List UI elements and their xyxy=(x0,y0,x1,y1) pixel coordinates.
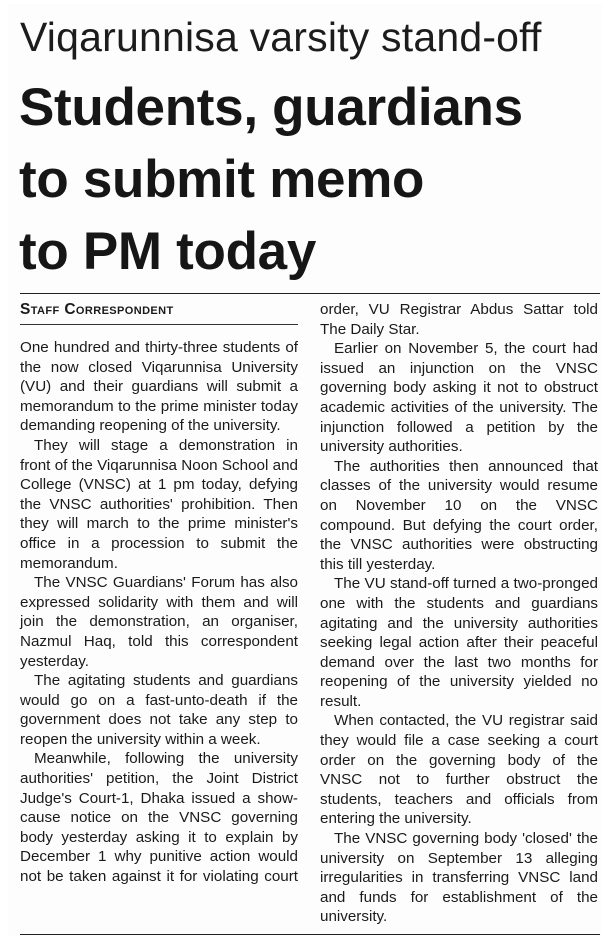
main-headline xyxy=(19,72,599,288)
paragraph: The authorities then announced that classes of the university would resume on November 10 on the VNSC compound. But defying the court order, the VNSC authorities were obstructing this till yesterday. xyxy=(320,457,598,573)
headline-line: to PM today xyxy=(19,222,317,281)
paragraph: Earlier on November 5, the court had issued an injunction on the VNSC governing body asking it not to obstruct academic activities of the university. The injunction followed a petition by the university authorities. xyxy=(320,340,598,456)
paragraph: The VNSC Guardians' Forum has also expressed solidarity with them and will join the demonstration, an organiser, Nazmul Haq, told this correspondent yesterday. xyxy=(20,574,298,670)
byline: Staff Correspondent xyxy=(20,301,174,318)
byline-underline xyxy=(20,324,298,325)
kicker-headline: Viqarunnisa varsity stand-off xyxy=(20,14,542,60)
headline-line: Students, guardians xyxy=(19,78,523,137)
right-column xyxy=(320,300,598,927)
left-column xyxy=(20,338,298,887)
paragraph: order, VU Registrar Abdus Sattar told The Daily Star. xyxy=(320,301,598,338)
paragraph: Meanwhile, following the university authorities' petition, the Joint District Judge's Court-1, Dhaka issued a show-cause notice on the VNSC governing body yesterday asking it to explain by December 1 why punitive action would not be taken against it for violating court xyxy=(20,750,298,886)
paragraph: When contacted, the VU registrar said they would file a case seeking a court order on the governing body of the VNSC not to further obstruct the students, teachers and officials from entering the university. xyxy=(320,712,598,828)
headline-line: to submit memo xyxy=(19,150,425,209)
top-divider xyxy=(20,293,600,294)
paragraph: One hundred and thirty-three students of the now closed Viqarunnisa University (VU) and their guardians will submit a memorandum to the prime minister today demanding reopening of the university. xyxy=(20,339,298,435)
paragraph: They will stage a demonstration in front of the Viqarunnisa Noon School and College (VNSC) at 1 pm today, defying the VNSC authorities' prohibition. Then they will march to the prime minister's office in a procession to submit the memorandum. xyxy=(20,436,298,572)
bottom-divider xyxy=(20,934,600,935)
paragraph: The VU stand-off turned a two-pronged one with the students and guardians agitating and the university authorities seeking legal action after their peaceful demand over the last two months for reopening of the university yielded no result. xyxy=(320,575,598,710)
paragraph: The agitating students and guardians would go on a fast-unto-death if the government does not take any step to reopen the university within a week. xyxy=(20,672,298,748)
paragraph: The VNSC governing body 'closed' the university on September 13 alleging irregularities in transferring VNSC land and funds for establishment of the university. xyxy=(320,830,598,926)
